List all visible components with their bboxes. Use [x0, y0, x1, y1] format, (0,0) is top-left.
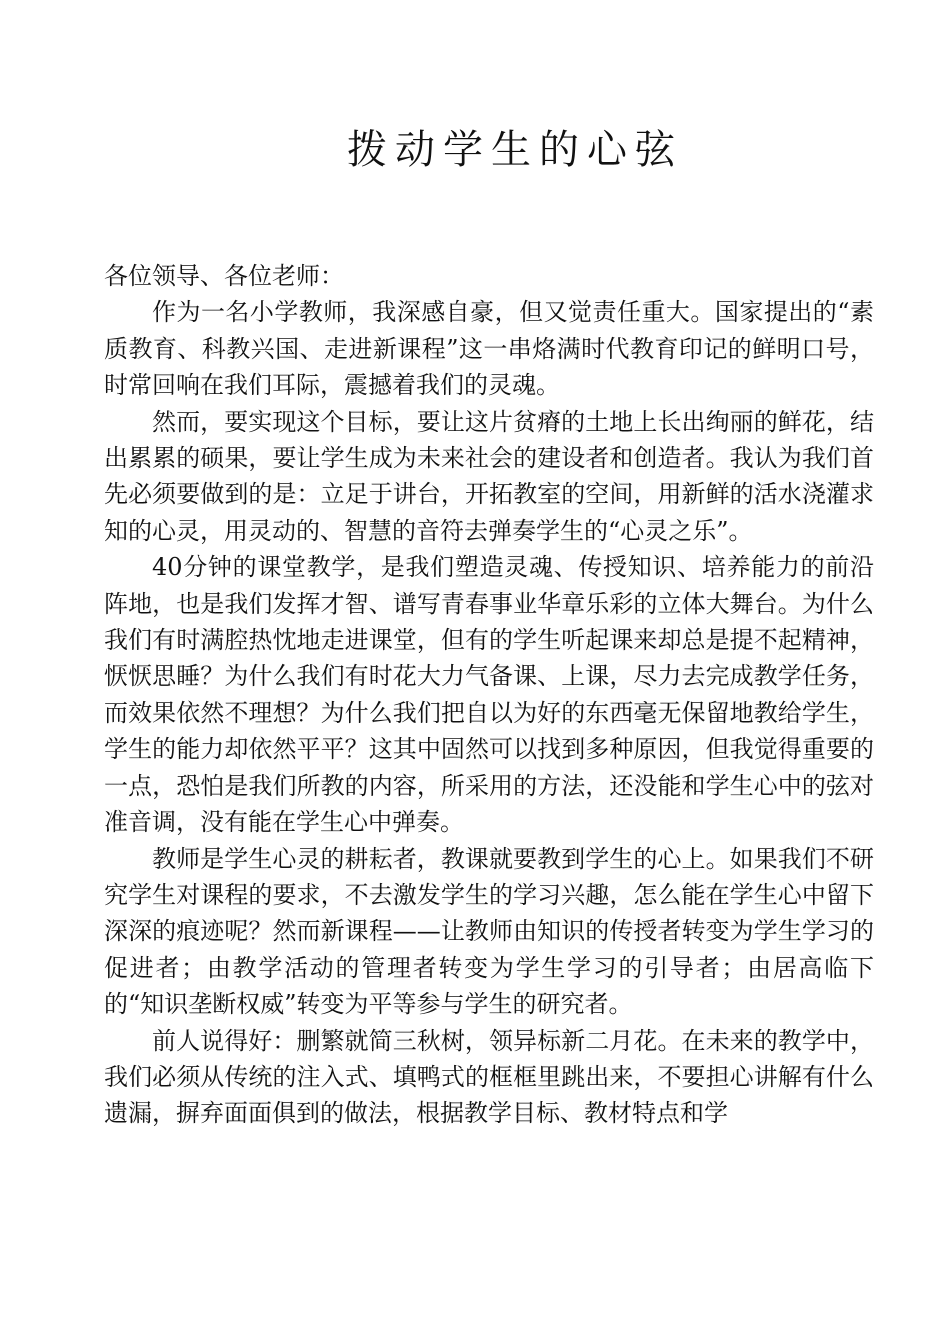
document-title: 拨动学生的心弦 [347, 127, 683, 173]
document-body [104, 258, 874, 1132]
paragraph-3: 40分钟的课堂教学，是我们塑造灵魂、传授知识、培养能力的前沿阵地，也是我们发挥才智、谱写青春事业华章乐彩的立体大舞台。为什么我们有时满腔热忱地走进课堂，但有的学生听起课来却总是提不起精神，恹恹思睡？为什么我们有时花大力气备课、上课，尽力去完成教学任务，而效果依然不理想？为什么我们把自以为好的东西毫无保留地教给学生，学生的能力却依然平平？这其中固然可以找到多种原因，但我觉得重要的一点，恐怕是我们所教的内容，所采用的方法，还没能和学生心中的弦对准音调，没有能在学生心中弹奏。 [104, 553, 874, 837]
paragraph-4: 教师是学生心灵的耕耘者，教课就要教到学生的心上。如果我们不研究学生对课程的要求，不去激发学生的学习兴趣，怎么能在学生心中留下深深的痕迹呢？然而新课程——让教师由知识的传授者转变为学生学习的促进者；由教学活动的管理者转变为学生学习的引导者；由居高临下的“知识垄断权威”转变为平等参与学生的研究者。 [104, 844, 874, 1019]
paragraph-2: 然而，要实现这个目标，要让这片贫瘠的土地上长出绚丽的鲜花，结出累累的硕果，要让学生成为未来社会的建设者和创造者。我认为我们首先必须要做到的是：立足于讲台，开拓教室的空间，用新鲜的活水浇灌求知的心灵，用灵动的、智慧的音符去弹奏学生的“心灵之乐”。 [104, 407, 874, 545]
salutation: 各位领导、各位老师： [104, 262, 344, 290]
paragraph-5: 前人说得好：删繁就简三秋树，领异标新二月花。在未来的教学中，我们必须从传统的注入式、填鸭式的框框里跳出来，不要担心讲解有什么遗漏，摒弃面面俱到的做法，根据教学目标、教材特点和学 [104, 1026, 874, 1128]
paragraph-1: 作为一名小学教师，我深感自豪，但又觉责任重大。国家提出的“素质教育、科教兴国、走进新课程”这一串烙满时代教育印记的鲜明口号，时常回响在我们耳际，震撼着我们的灵魂。 [104, 298, 874, 400]
